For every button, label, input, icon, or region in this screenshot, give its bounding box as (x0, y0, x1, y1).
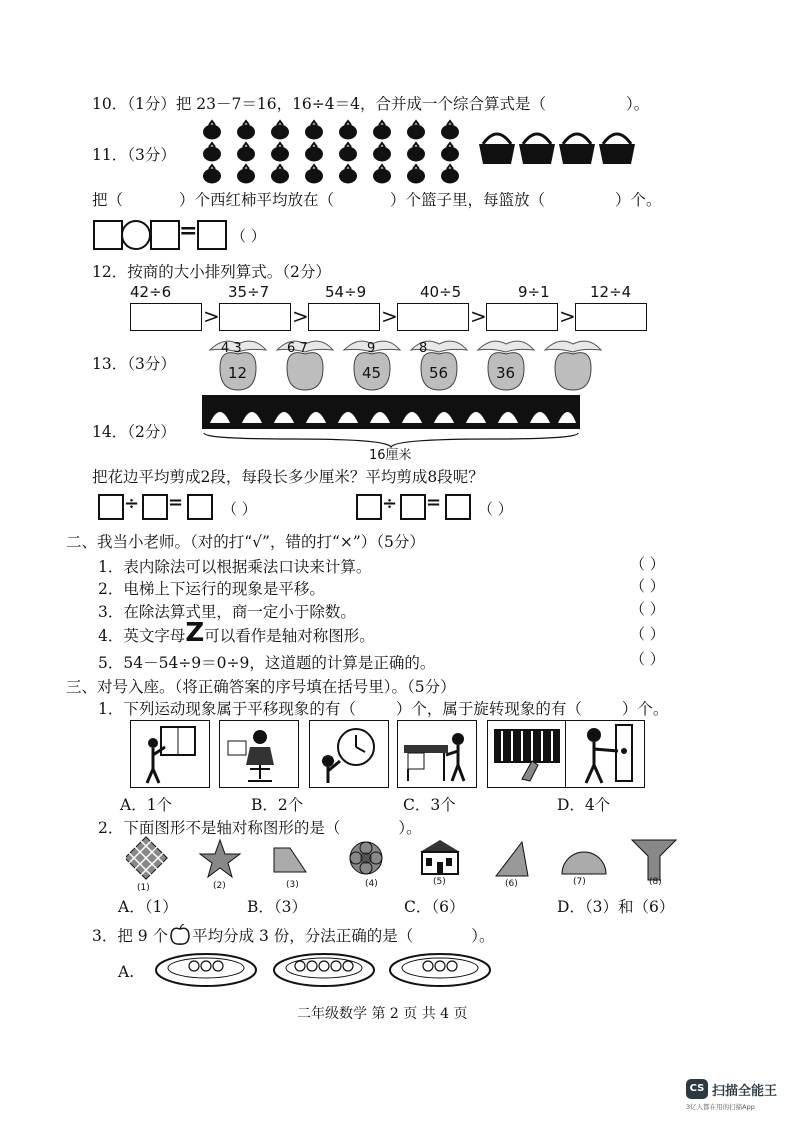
apple-3-center: 45 (362, 364, 382, 382)
apple-2-top: 6 7 (287, 341, 308, 356)
q11-operator-circle[interactable] (121, 220, 151, 250)
q14-a-paren: （ ） (222, 500, 257, 518)
shape-label-6: (6) (505, 879, 518, 889)
q11-label: 11．（3分） (92, 146, 176, 164)
q11-box-1[interactable] (93, 220, 123, 250)
shape-label-5: (5) (433, 877, 446, 887)
sec3-q2-text: 2．下面图形不是轴对称图形的是（ ）。 (98, 819, 422, 837)
q12-gt-1: > (203, 304, 220, 328)
q14-b-box-1[interactable] (356, 494, 382, 520)
sec3-q3-option-a[interactable]: A. (118, 963, 135, 981)
page-footer: 二年级数学 第 2 页 共 4 页 (297, 1006, 468, 1022)
q10-line: 10．（1分）把 23－7＝16，16÷4＝4，合并成一个综合算式是（ ）。 (92, 95, 650, 113)
sec3-q1-option-d[interactable]: D．4个 (557, 796, 611, 814)
q11-equals: = (179, 218, 198, 244)
q14-a-div: ÷ (124, 493, 140, 514)
q12-expr-5: 9÷1 (518, 283, 550, 301)
q12-expr-2: 35÷7 (228, 283, 270, 301)
q12-expr-6: 12÷4 (590, 283, 632, 301)
pic-door-handle (565, 720, 645, 788)
apple-1-center: 12 (228, 364, 248, 382)
q14-a-box-2[interactable] (142, 494, 168, 520)
shape-2-star (200, 840, 240, 877)
q14-b-paren: （ ） (478, 500, 513, 518)
watermark-sub: 3亿人都在用的扫描App (686, 1103, 755, 1111)
apple-4-center: 56 (429, 364, 449, 382)
sec3-q2-option-c[interactable]: C．（6） (404, 898, 465, 916)
q12-label: 12．按商的大小排列算式。（2分） (92, 263, 331, 281)
shape-5-house (420, 840, 460, 874)
watermark-name: 扫描全能王 (712, 1084, 778, 1099)
sec2-item-2: 2．电梯上下运行的现象是平移。 (98, 580, 325, 598)
q11-box-2[interactable] (150, 220, 180, 250)
sec2-item-1: 1．表内除法可以根据乘法口诀来计算。 (98, 558, 372, 576)
sec2-paren-1[interactable]: （ ） (630, 555, 665, 573)
cs-logo-icon: CS (686, 1079, 708, 1099)
q14-question: 把花边平均剪成2段，每段长多少厘米？平均剪成8段呢？ (92, 468, 484, 486)
shape-label-1: (1) (137, 883, 150, 893)
pic-clock (309, 720, 389, 788)
q12-box-2[interactable] (219, 303, 291, 331)
sec3-q3-text: 3．把 9 个 平均分成 3 份，分法正确的是（ ）。 (92, 924, 495, 946)
apple-4-top: 8 (419, 341, 428, 356)
q12-gt-4: > (470, 304, 487, 328)
q12-box-6[interactable] (575, 303, 647, 331)
apple-icon (168, 924, 192, 946)
sec3-q2-option-a[interactable]: A．（1） (118, 898, 178, 916)
shape-label-4: (4) (365, 879, 378, 889)
sec2-title: 二、我当小老师。（对的打“√”，错的打“×”）（5分） (66, 533, 425, 551)
sec3-q1-option-b[interactable]: B．2个 (251, 796, 304, 814)
sec3-q2-option-b[interactable]: B．（3） (247, 898, 308, 916)
q14-b-div: ÷ (382, 493, 398, 514)
q12-gt-2: > (292, 304, 309, 328)
shape-label-8: (8) (649, 877, 662, 887)
q12-box-5[interactable] (486, 303, 558, 331)
shape-label-7: (7) (573, 877, 586, 887)
q14-label: 14．（2分） (92, 423, 176, 441)
q12-expr-1: 42÷6 (130, 283, 172, 301)
shape-label-3: (3) (286, 880, 299, 890)
sec2-item-4: 4．英文字母Z可以看作是轴对称图形。 (98, 618, 375, 648)
q14-a-eq: = (168, 492, 184, 513)
q11-box-3[interactable] (197, 220, 227, 250)
q14-b-eq: = (426, 492, 442, 513)
plates-illustration (154, 946, 494, 994)
apple-shapes (202, 336, 612, 394)
sec3-q1-option-c[interactable]: C．3个 (403, 796, 456, 814)
shape-7-semicircle (562, 852, 606, 874)
letter-z: Z (185, 618, 205, 648)
shape-8-t-shape (632, 840, 676, 880)
sec2-item-5: 5．54－54÷9＝0÷9，这道题的计算是正确的。 (98, 654, 436, 672)
shape-3-trapezoid (274, 848, 306, 872)
sec3-q1-text: 1．下列运动现象属于平移现象的有（ ）个，属于旋转现象的有（ ）个。 (98, 700, 669, 718)
shape-4-flower (350, 842, 382, 874)
q12-expr-4: 40÷5 (420, 283, 462, 301)
q12-gt-3: > (381, 304, 398, 328)
q14-measure: 16厘米 (369, 448, 412, 463)
tomato-basket-illustration (200, 118, 650, 186)
pic-desk-drawer (397, 720, 477, 788)
basket-row (479, 134, 635, 164)
sec2-paren-4[interactable]: （ ） (630, 625, 665, 643)
shape-6-triangle (496, 842, 528, 876)
apple-1-top: 4 3 (221, 341, 242, 356)
shape-1-lattice (126, 837, 167, 879)
sec3-title: 三、对号入座。（将正确答案的序号填在括号里）。（5分） (66, 678, 456, 696)
q12-expr-3: 54÷9 (325, 283, 367, 301)
shape-label-2: (2) (213, 881, 226, 891)
q11-line: 把（ ）个西红柿平均放在（ ）个篮子里，每篮放（ ）个。 (92, 191, 662, 209)
q11-unit-paren: （ ） (231, 227, 266, 245)
q14-a-box-3[interactable] (187, 494, 213, 520)
shapes-row (126, 836, 686, 892)
q14-a-box-1[interactable] (98, 494, 124, 520)
q12-box-4[interactable] (397, 303, 469, 331)
pic-sliding-window (130, 720, 210, 788)
q12-gt-5: > (559, 304, 576, 328)
q14-b-box-2[interactable] (400, 494, 426, 520)
pic-office-chair (219, 720, 299, 788)
scanner-watermark (686, 1076, 794, 1116)
q12-box-3[interactable] (308, 303, 380, 331)
pic-abacus (487, 720, 567, 788)
sec2-paren-3[interactable]: （ ） (630, 600, 665, 618)
q14-b-box-3[interactable] (445, 494, 471, 520)
q13-label: 13．（3分） (92, 355, 176, 373)
sec2-item-3: 3．在除法算式里，商一定小于除数。 (98, 603, 356, 621)
apple-3-top: 9 (367, 341, 376, 356)
sec3-q2-option-d[interactable]: D．（3）和（6） (557, 898, 675, 916)
sec3-q1-option-a[interactable]: A．1个 (120, 796, 173, 814)
apple-5-center: 36 (496, 364, 516, 382)
tomato-grid (203, 121, 459, 184)
q12-box-1[interactable] (130, 303, 202, 331)
sec2-paren-2[interactable]: （ ） (630, 577, 665, 595)
sec2-paren-5[interactable]: （ ） (630, 650, 665, 668)
